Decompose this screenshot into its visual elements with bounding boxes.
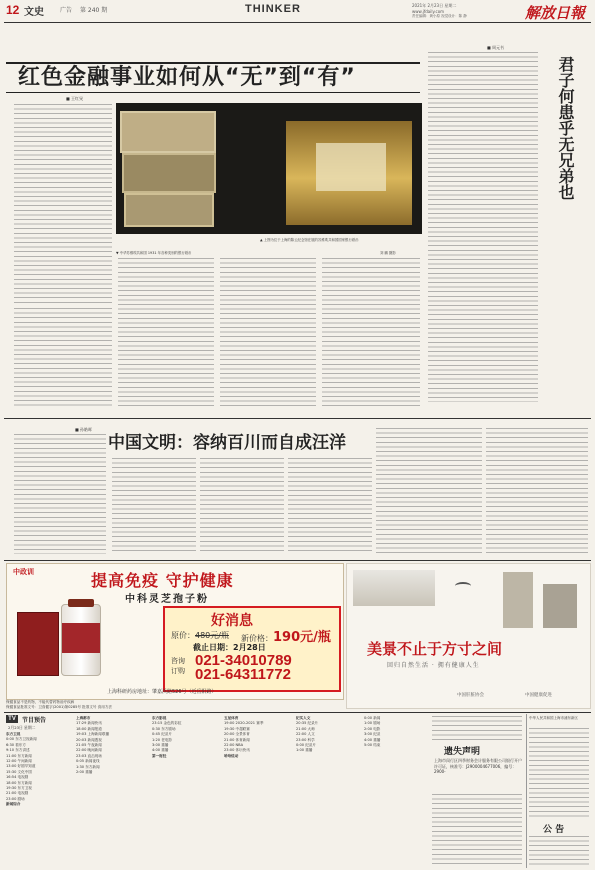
tv-channel-label: 东方卫视: [6, 732, 21, 736]
ad-product-bottle: [61, 604, 101, 676]
tv-item: 4:00 重播: [364, 737, 381, 742]
second-body-col5: [376, 428, 482, 554]
ad-brand: 中政训: [13, 568, 34, 576]
tv-item: 21:00 大师: [296, 726, 315, 731]
main-title-box: [6, 62, 420, 93]
notice-lines-right: [529, 728, 589, 818]
photo-exhibit-inner: [316, 143, 386, 191]
second-body-col4: [288, 458, 372, 554]
tv-item: 23:00 体坛快讯: [224, 748, 250, 753]
price-panel: [163, 606, 341, 692]
tv-item: 0:00 纪录片: [296, 742, 316, 747]
tv-item: 22:00 晚间新闻: [76, 748, 102, 753]
photo-banknote-bot: [124, 193, 214, 227]
tv-item: 0:00 新闻: [364, 716, 381, 720]
tv-item: 11:00 东方新闻: [6, 753, 32, 758]
tv-col-4: [224, 716, 292, 866]
banknote-photo: [116, 103, 422, 234]
photo-credit: 刘 鹏 摄影: [380, 251, 396, 255]
tv-item: 22:00 NBA: [224, 742, 244, 747]
tv-logo-icon: TV: [6, 715, 18, 723]
date-line: 2021年 2月23日 星期二: [412, 3, 457, 8]
notice-lines-right-2: [529, 836, 589, 866]
tv-item: 1:30 东方新闻: [76, 764, 100, 769]
tv-item: 1:00 剧场: [364, 721, 381, 726]
tv-col-3: [152, 716, 220, 866]
section-divider: [4, 418, 591, 419]
main-article-author: ■ 王红旻: [66, 96, 84, 101]
ad-address: 上海科研药房地址：肇嘉浜路526号（近岳阳路）: [107, 689, 217, 695]
tv-item: 1:00 重播: [296, 748, 313, 753]
main-body-col5: [220, 258, 316, 406]
phone-1: 021-34010789: [195, 652, 292, 669]
section-name: 文史: [24, 7, 44, 18]
photo-banknote-mid: [122, 153, 216, 193]
ad2-scenery: [353, 570, 435, 606]
thinker-label: THINKER: [245, 3, 301, 15]
tv-item: 19:30 东方卫视: [6, 785, 32, 790]
page-number: 12: [6, 3, 20, 17]
official-notice: [526, 714, 591, 868]
page-header: [0, 0, 595, 22]
ad-footer-2: 保健食品批准文号：卫食健字(2001)第0285号 批准文号 食用方法: [6, 705, 113, 709]
tv-item: 19:30 中超联赛: [224, 726, 250, 731]
notice-header: 中华人民共和国上海市浦东新区: [529, 716, 578, 720]
tv-guide: [4, 714, 428, 868]
main-body-col6: [322, 258, 420, 406]
second-body-col2: [112, 458, 196, 554]
tv-item: 21:05 午夜新闻: [76, 742, 102, 747]
tv-item: 21:00 体育新闻: [224, 737, 250, 742]
ad-deadline: 截止日期：2月28日: [193, 643, 266, 652]
loss-notice-body: 上海市闵行区四季财务会计服务有限公司银行开户许可证，核准号：J2900004677006，编号：2900-: [434, 758, 522, 775]
photo-caption-1: ▲ 上图为位于上海的陈云纪念馆在展的苏维埃共和国国家银行纸币: [260, 238, 359, 242]
tv-item: 20:35 纪录片: [296, 721, 319, 726]
ad-headline: 提高免疫 守护健康: [91, 571, 234, 590]
ad2-figure-1: [503, 572, 533, 628]
tv-item: 19:03 上海新闻联播: [76, 732, 110, 737]
tv-item: 23:03 直击现场: [76, 753, 102, 758]
tv-item: 6:30 看东方: [6, 742, 26, 747]
order-label: 订购: [171, 667, 185, 675]
health-ad: [6, 563, 344, 700]
issue-label: 第 240 期: [80, 7, 108, 14]
tv-col-2: [76, 716, 148, 866]
tv-item: 18:00 东方新闻: [6, 780, 32, 785]
tv-channel-label: 纪实人文: [296, 716, 311, 720]
bottle-cap: [68, 599, 94, 607]
old-price: 原价：480元/瓶: [171, 631, 229, 640]
tv-channel-label: 东方影视: [152, 716, 167, 720]
tv-item: 20:03 新闻透视: [76, 737, 102, 742]
tv-item: 23:15 金色的彩虹: [152, 721, 182, 726]
tv-item: 13:00 好剧早知道: [6, 764, 36, 769]
tv-item: 4:00 重播: [152, 748, 169, 753]
notice-lines-top: [432, 716, 522, 740]
ad2-bird-icon: [455, 582, 471, 590]
tv-item: 19:00 2020-2021 赛季: [224, 721, 264, 726]
second-body-col6: [486, 428, 588, 554]
website: www.jfdaily.com: [412, 9, 445, 14]
photo-caption-2: ▼ 中华苏维埃共和国 1931 年各种类别的银行纸币: [116, 251, 192, 255]
tv-item: 16:54 电视剧: [6, 775, 29, 780]
tv-item: 2:00 电影: [364, 726, 381, 731]
tv-item: 15:30 文化中国: [6, 769, 32, 774]
editor-line: 责任编辑：黄小原 视觉设计：陈 静: [412, 14, 467, 18]
tv-channel-label: 新闻综合: [6, 802, 21, 807]
tv-item: 0:00 东方卫视新闻: [6, 737, 37, 742]
ad2-subline: 回归自然生活 · 拥有健康人生: [387, 662, 480, 669]
tv-item: 17:29 新闻快讯: [76, 721, 102, 726]
tv-item: 12:00 午间新闻: [6, 758, 32, 763]
second-body-col1: [14, 434, 106, 554]
tv-col-1: [6, 732, 72, 866]
tv-item: 0:30 东方剧场: [152, 726, 176, 731]
ad-footer-1: 保健食品不是药物，不能代替药物治疗疾病: [6, 700, 75, 704]
main-body-col4: [118, 258, 214, 406]
tv-item: 0:05 新闻夜线: [76, 759, 100, 764]
ad2-tag-2: 中国健康促进: [525, 693, 552, 698]
tv-item: 18:00 新闻报道: [76, 726, 102, 731]
main-body-col1: [14, 104, 112, 304]
ad-tag: 广告: [60, 7, 73, 14]
column-vertical-title: 君子何患乎无兄弟也: [556, 56, 575, 200]
tv-item: 23:00 剧场: [6, 796, 25, 801]
header-rule: [4, 22, 591, 23]
tv-item: 5:00 结束: [364, 742, 381, 747]
public-notice-title: 公 告: [543, 825, 565, 835]
tv-item: 1:20 老电影: [152, 737, 172, 742]
notice-column: [430, 714, 524, 868]
notice-lines-bottom: [432, 794, 522, 864]
tv-channel-label: 上海都市: [76, 716, 91, 720]
tv-channel-label: 哈哈炫动: [224, 753, 239, 758]
landscape-ad: [346, 563, 591, 709]
column-body-1: [428, 52, 538, 402]
tv-divider: [4, 712, 591, 713]
tv-item: 22:00 人文: [296, 732, 315, 737]
ad-product-box: [17, 612, 59, 676]
new-price: 新价格：190元/瓶: [241, 630, 331, 645]
tv-channel-label: 第一财经: [152, 753, 167, 758]
loss-notice-title: 遗失声明: [444, 747, 481, 757]
column-author: ■ 周元书: [487, 45, 505, 50]
tv-title: 节目预告: [22, 717, 47, 724]
main-article-title: 红色金融事业如何从“无”到“有”: [18, 65, 356, 90]
tv-item: 3:00 纪录: [364, 732, 381, 737]
ad2-tag-1: 中国肝脏协会: [457, 693, 484, 698]
tv-col-5: [296, 716, 360, 866]
tv-item: 2:00 重播: [76, 769, 93, 774]
tv-item: 21:00 电视剧: [6, 791, 29, 796]
tv-item: 9:10 东方讲述: [6, 748, 30, 753]
consult-label: 咨询: [171, 657, 185, 665]
bottle-label: [62, 623, 100, 653]
ad-divider: [4, 560, 591, 561]
tv-sub: 2月23日 星期二: [8, 725, 36, 730]
phone-2: 021-64311772: [195, 666, 291, 683]
tv-item: 0:45 纪录片: [152, 732, 172, 737]
good-news-label: 好消息: [211, 613, 253, 629]
second-article-title: 中国文明：容纳百川而自成汪洋: [108, 433, 346, 453]
ad2-figure-2: [543, 584, 577, 628]
tv-col-6: [364, 716, 426, 866]
second-article-author: ■ 孙皓晖: [75, 427, 93, 432]
ad2-headline: 美景不止于方寸之间: [367, 640, 503, 658]
ad-product-name: 中科灵芝孢子粉: [125, 594, 209, 605]
tv-item: 20:00 全景体育: [224, 732, 250, 737]
tv-item: 23:00 科学: [296, 737, 315, 742]
second-body-col3: [200, 458, 284, 554]
tv-item: 3:00 重播: [152, 742, 169, 747]
main-body-col3: [14, 308, 112, 406]
tv-channel-label: 五星体育: [224, 716, 239, 720]
masthead-logo: 解放日報: [525, 4, 586, 22]
photo-banknote-top: [120, 111, 216, 153]
